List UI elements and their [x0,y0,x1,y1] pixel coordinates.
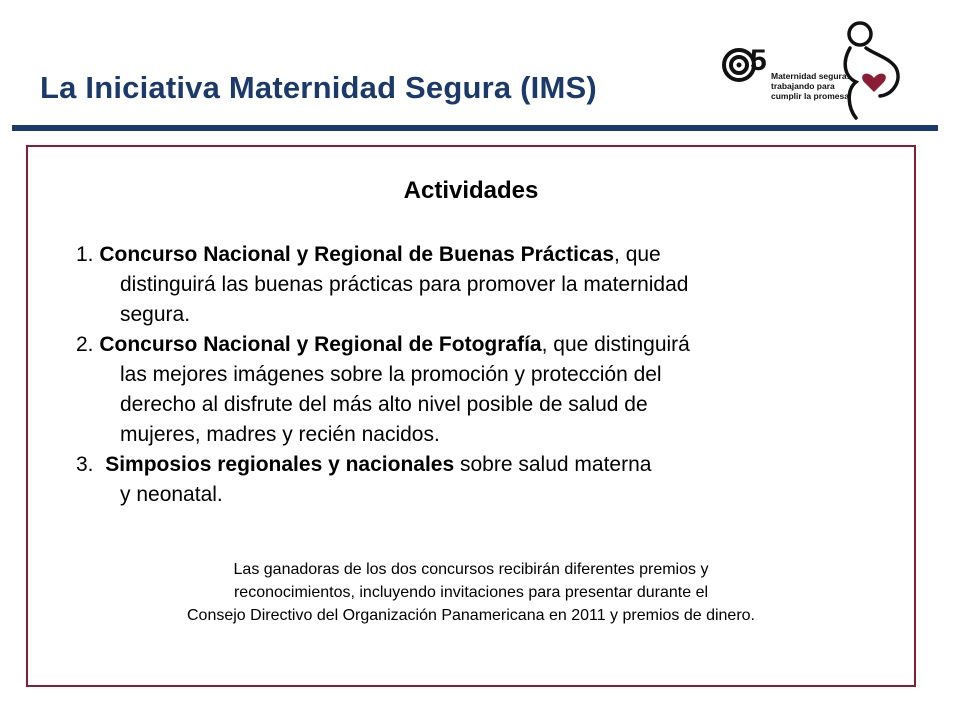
activity-item [76,330,866,450]
prize-note [28,558,914,627]
item-text: segura. [120,303,191,326]
content-box [26,145,916,687]
item-text: y neonatal. [120,483,223,506]
section-heading: Actividades [403,177,539,204]
title-divider [12,125,938,131]
note-line: Consejo Directivo del Organización Panamericana en 2011 y premios de dinero. [186,607,755,624]
slide-title: La Iniciativa Maternidad Segura (IMS) [40,70,597,105]
item-text: sobre salud materna [454,453,652,476]
logo-tagline-line: trabajando para [771,81,835,91]
item-title: Concurso Nacional y Regional de Buenas Prácticas [99,243,615,266]
logo-tagline-line: cumplir la promesa [771,91,849,101]
item-title: Concurso Nacional y Regional de Fotografía [99,333,542,356]
activity-item [76,450,866,510]
item-text: las mejores imágenes sobre la promoción y protección del [120,363,662,386]
item-text: mujeres, madres y recién nacidos. [120,423,440,446]
item-number: 2. [76,333,100,356]
item-text: distinguirá las buenas prácticas para promover la maternidad [120,273,689,296]
item-text: , que [614,243,661,266]
item-title: Simposios regionales y nacionales [105,453,455,476]
item-text: , que distinguirá [541,333,690,356]
note-line: Las ganadoras de los dos concursos recibirán diferentes premios y [233,561,709,578]
item-number: 1. [76,243,100,266]
activity-item [76,240,866,330]
mother-baby-icon [834,18,906,122]
logo [722,18,912,122]
item-number: 3. [76,453,106,476]
logo-tagline-line: Maternidad segura: [771,71,850,81]
logo-number: 5 [750,44,767,77]
note-line: reconocimientos, incluyendo invitaciones para presentar durante el [233,584,709,601]
item-text: derecho al disfrute del más alto nivel posible de salud de [120,393,648,416]
